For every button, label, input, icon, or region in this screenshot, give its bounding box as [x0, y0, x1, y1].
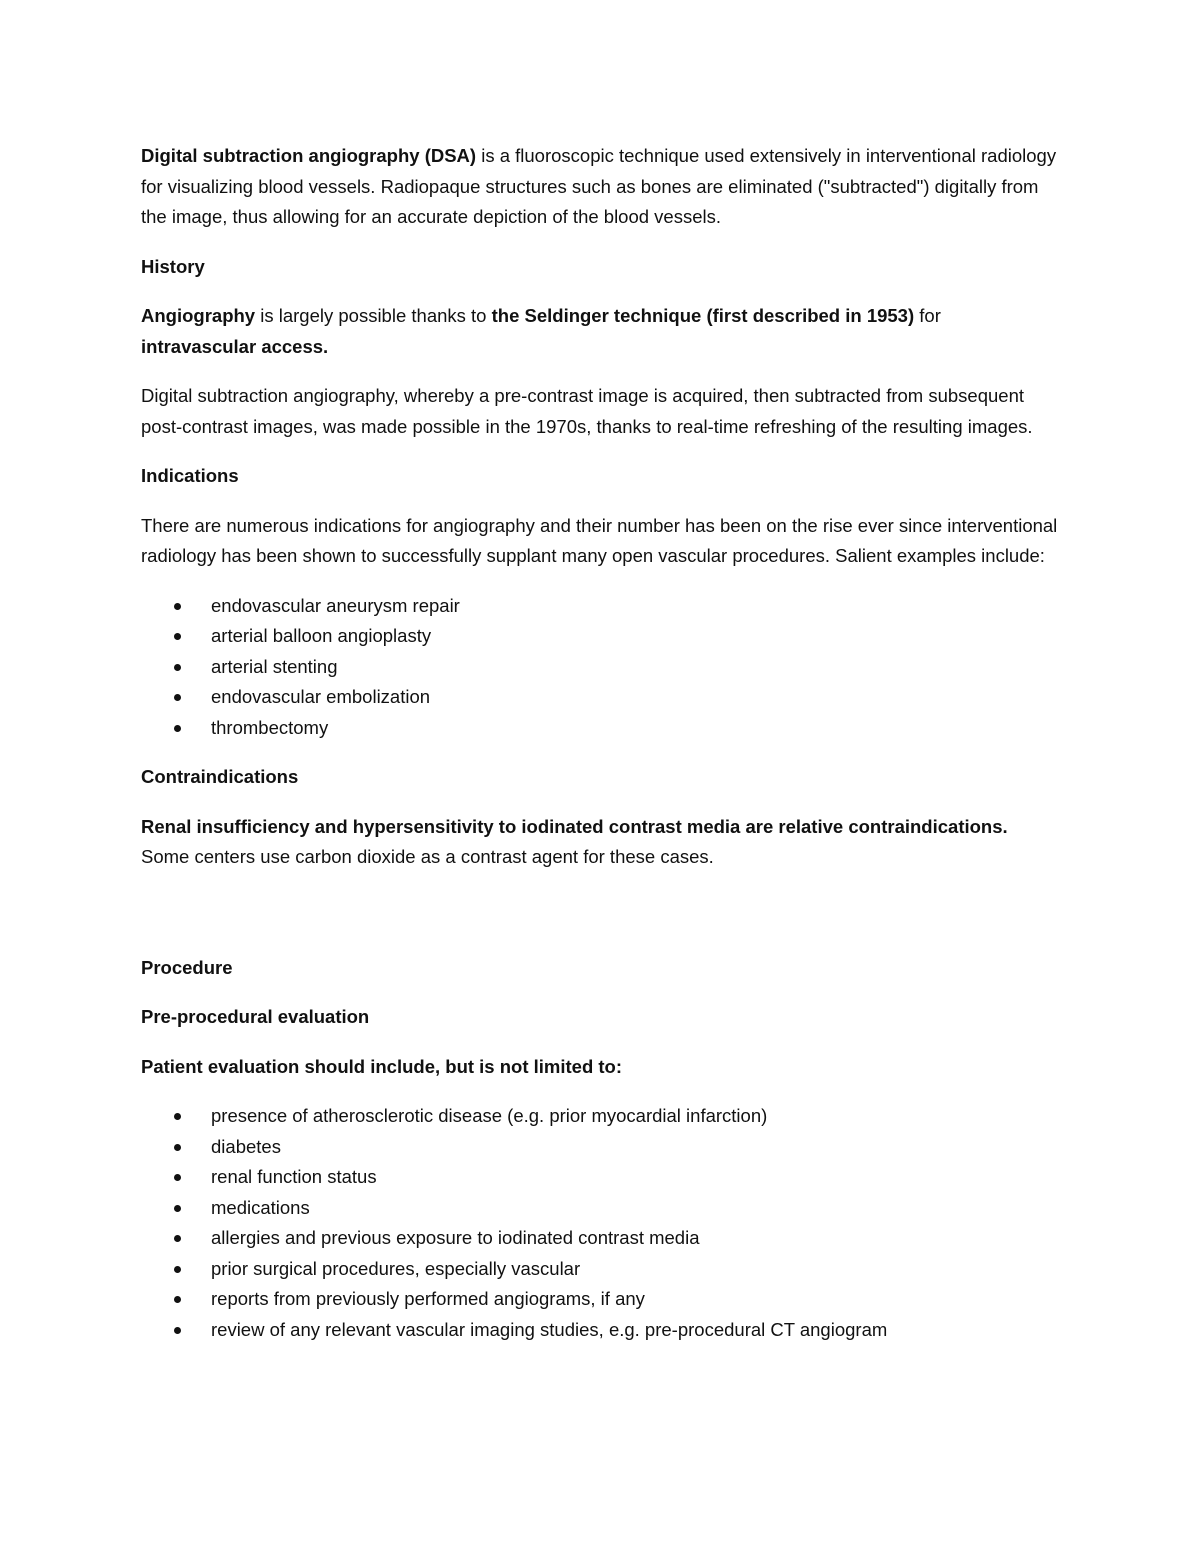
bullet-icon	[174, 725, 181, 732]
contraindications-text: Some centers use carbon dioxide as a contrast agent for these cases.	[141, 846, 714, 867]
blank-space	[141, 892, 1061, 953]
indications-list	[141, 591, 1061, 744]
intro-text: is a fluoroscopic technique used extensively in interventional radiology for visualizing blood vessels. Radiopaque structures such as bones are eliminated ("subtracted") digitally from the image, thus allowing for an accurate depiction of the blood vessels.	[141, 145, 1057, 227]
list-item-text: diabetes	[211, 1135, 281, 1157]
bullet-icon	[174, 1327, 181, 1334]
list-item-text: review of any relevant vascular imaging studies, e.g. pre-procedural CT angiogram	[211, 1318, 888, 1340]
list-item-text: presence of atherosclerotic disease (e.g. prior myocardial infarction)	[211, 1105, 768, 1126]
list-item	[141, 1223, 1061, 1254]
list-item	[141, 1254, 1061, 1285]
list-item	[141, 1284, 1061, 1315]
list-item	[141, 621, 1061, 652]
intro-term: Digital subtraction angiography (DSA)	[141, 145, 477, 166]
indications-paragraph: There are numerous indications for angiography and their number has been on the rise ever since interventional radiology has been shown to successfully supplant many open vascular procedures. Salient examples include:	[141, 514, 1058, 566]
history-paragraph-2: Digital subtraction angiography, whereby a pre-contrast image is acquired, then subtracted from subsequent post-contrast images, was made possible in the 1970s, thanks to real-time refreshing of the resulting images.	[141, 385, 1033, 437]
document-body	[141, 141, 1061, 1364]
list-item	[141, 1101, 1061, 1132]
list-item-text: renal function status	[211, 1166, 377, 1187]
list-item	[141, 1162, 1061, 1193]
list-item	[141, 713, 1061, 744]
evaluation-list	[141, 1101, 1061, 1345]
list-item-text: medications	[211, 1196, 310, 1218]
list-item	[141, 1132, 1061, 1163]
history-paragraph-1	[141, 301, 1061, 362]
history-heading: History	[141, 255, 205, 277]
bullet-icon	[174, 694, 181, 701]
contraindications-heading: Contraindications	[141, 766, 299, 787]
list-item-text: allergies and previous exposure to iodinated contrast media	[211, 1227, 700, 1248]
list-item-text: prior surgical procedures, especially vascular	[211, 1257, 581, 1279]
list-item-text: endovascular embolization	[211, 686, 431, 707]
bullet-icon	[174, 1174, 181, 1181]
list-item-text: arterial stenting	[211, 655, 338, 677]
list-item-text: arterial balloon angioplasty	[211, 625, 432, 646]
history-term: Angiography	[141, 305, 256, 326]
bullet-icon	[174, 1113, 181, 1120]
bullet-icon	[174, 633, 181, 640]
list-item	[141, 652, 1061, 683]
list-item-text: reports from previously performed angiograms, if any	[211, 1288, 645, 1309]
list-item	[141, 1315, 1061, 1346]
history-p1-bold: the Seldinger technique (first described in 1953)	[491, 305, 915, 326]
bullet-icon	[174, 1235, 181, 1242]
contraindications-paragraph	[141, 812, 1061, 873]
history-p1-mid: is largely possible thanks to	[255, 305, 492, 326]
patient-evaluation-lead: Patient evaluation should include, but is not limited to:	[141, 1055, 623, 1077]
indications-heading: Indications	[141, 465, 239, 486]
list-item-text: thrombectomy	[211, 716, 329, 738]
intro-paragraph	[141, 141, 1061, 233]
bullet-icon	[174, 1296, 181, 1303]
bullet-icon	[174, 1144, 181, 1151]
procedure-heading: Procedure	[141, 956, 233, 978]
list-item-text: endovascular aneurysm repair	[211, 594, 460, 616]
list-item	[141, 591, 1061, 622]
bullet-icon	[174, 664, 181, 671]
history-p1-mid2: for	[914, 305, 941, 326]
history-p1-bold2: intravascular access.	[141, 335, 329, 357]
pre-procedural-heading: Pre-procedural evaluation	[141, 1006, 370, 1027]
bullet-icon	[174, 1266, 181, 1273]
list-item	[141, 1193, 1061, 1224]
list-item	[141, 682, 1061, 713]
bullet-icon	[174, 603, 181, 610]
bullet-icon	[174, 1205, 181, 1212]
contraindications-bold: Renal insufficiency and hypersensitivity to iodinated contrast media are relative contraindications.	[141, 815, 1008, 837]
